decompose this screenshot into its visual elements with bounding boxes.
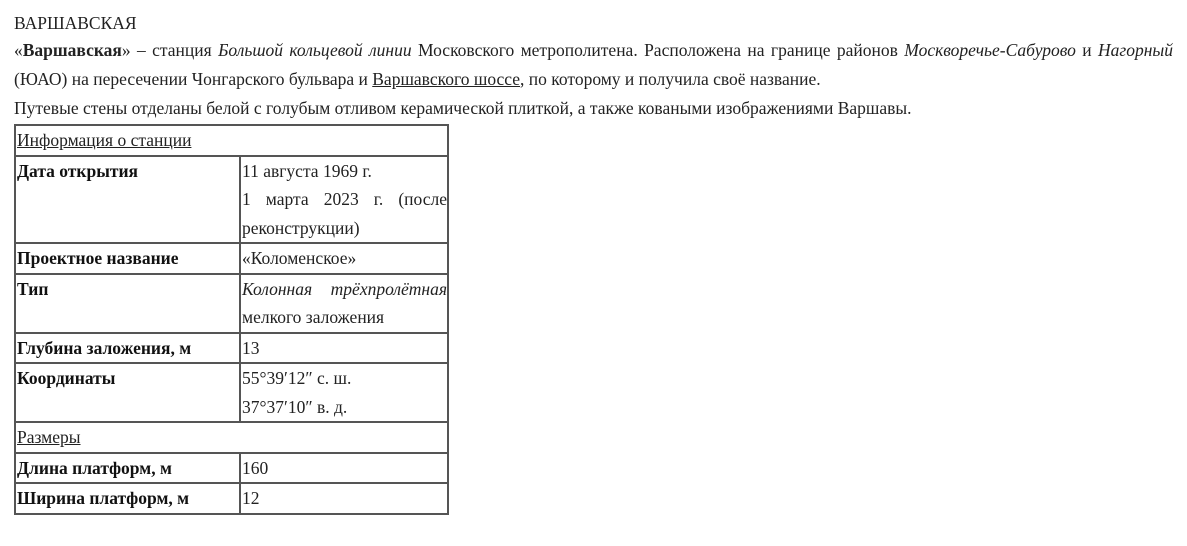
opening-date-value <box>240 156 448 244</box>
highway-link[interactable]: Варшавского шоссе <box>372 69 521 89</box>
platform-length-value: 160 <box>240 453 448 484</box>
section-header-dimensions <box>15 422 448 453</box>
intro-text-4: (ЮАО) на пересечении Чонгарского бульвара и <box>14 69 373 89</box>
close-quote: » <box>121 40 131 60</box>
line-name: Большой кольцевой линии <box>218 40 412 60</box>
open-quote: « <box>14 40 23 60</box>
table-row <box>15 274 448 333</box>
type-italic: Колонная трёхпролётная <box>242 278 447 299</box>
description-paragraph: Путевые стены отделаны белой с голубым отливом керамической плиткой, а также коваными изображениями Варшавы. <box>14 98 912 118</box>
section-dimensions-label: Размеры <box>17 427 81 447</box>
intro-text-5: , по которому и получила своё название. <box>520 69 821 89</box>
opening-date-label: Дата открытия <box>15 156 240 244</box>
opening-date-1: 11 августа 1969 г. <box>242 160 372 181</box>
depth-value: 13 <box>240 333 448 364</box>
type-rest: мелкого заложения <box>242 307 385 327</box>
type-value <box>240 274 448 333</box>
intro-text-3: и <box>1075 40 1098 60</box>
table-row <box>15 156 448 244</box>
depth-label: Глубина заложения, м <box>15 333 240 364</box>
table-row <box>15 333 448 364</box>
coordinates-value <box>240 363 448 422</box>
project-name-label: Проектное название <box>15 243 240 274</box>
table-row <box>15 483 448 514</box>
platform-length-label: Длина платформ, м <box>15 453 240 484</box>
station-info-table <box>14 124 449 515</box>
section-info-label: Информация о станции <box>17 130 192 150</box>
section-header-info <box>15 125 448 156</box>
coordinates-lon: 37°37′10″ в. д. <box>242 396 348 417</box>
type-label: Тип <box>15 274 240 333</box>
intro-text-1: – станция <box>130 40 219 60</box>
table-row <box>15 363 448 422</box>
platform-width-value: 12 <box>240 483 448 514</box>
table-row <box>15 422 448 453</box>
coordinates-lat: 55°39′12″ с. ш. <box>242 368 352 388</box>
district-2: Нагорный <box>1098 40 1173 60</box>
district-1: Москворечье-Сабурово <box>904 40 1076 60</box>
intro-text-2: Московского метрополитена. Расположена на границе районов <box>411 40 905 60</box>
intro-paragraph <box>14 36 1173 94</box>
platform-width-label: Ширина платформ, м <box>15 483 240 514</box>
opening-date-2: 1 марта 2023 г. (после реконструкции) <box>242 189 447 238</box>
table-row <box>15 125 448 156</box>
coordinates-label: Координаты <box>15 363 240 422</box>
station-name: Варшавская <box>22 40 122 60</box>
page-title: ВАРШАВСКАЯ <box>14 13 137 33</box>
project-name-value: «Коломенское» <box>240 243 448 274</box>
table-row <box>15 243 448 274</box>
table-row <box>15 453 448 484</box>
